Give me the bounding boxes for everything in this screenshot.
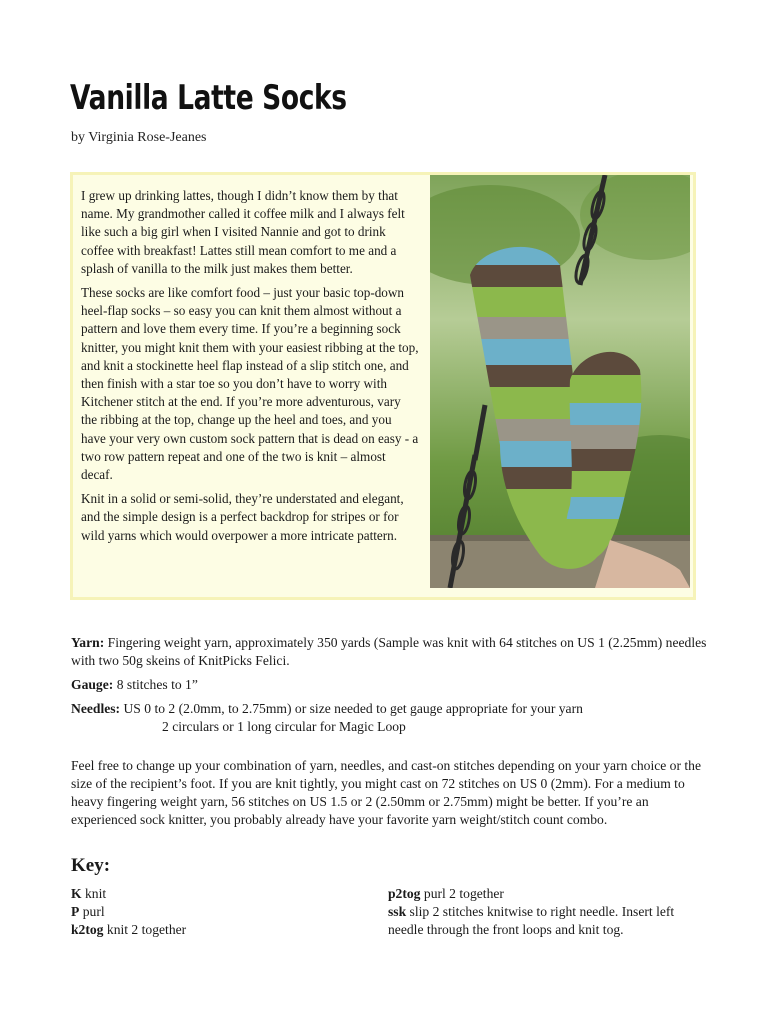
intro-box — [70, 172, 696, 600]
gauge-text: 8 stitches to 1” — [116, 677, 198, 692]
page-title: Vanilla Latte Socks — [70, 78, 347, 118]
key-abbr: k2tog — [71, 922, 104, 937]
needles-spec — [71, 700, 711, 736]
yarn-spec — [71, 634, 711, 670]
specs — [71, 634, 711, 742]
key-desc: slip 2 stitches knitwise to right needle. Insert left needle through the front loops and knit tog. — [388, 904, 675, 937]
key-column-right — [388, 885, 708, 939]
adjustment-note: Feel free to change up your combination of yarn, needles, and cast-on stitches depending on your yarn choice or the size of the recipient’s foot. If you are knit tightly, you might cast on 72 stitches on US 0 (2mm). For a medium to heavy fingering weight yarn, 56 stitches on US 1.5 or 2 (2.50mm or 2.75mm) might be better. If you’re an experienced sock knitter, you probably already have your favorite yarn weight/stitch count combo. — [71, 758, 702, 827]
key-column-left — [71, 885, 371, 939]
intro-paragraph: I grew up drinking lattes, though I didn’t know them by that name. My grandmother called it coffee milk and I always felt like such a big girl when I visited Nannie and got to drink coffee with breakfast! Lattes still mean comfort to me and a splash of vanilla to the milk just makes them better. — [81, 188, 405, 276]
intro-text — [81, 187, 419, 551]
needles-line-2: 2 circulars or 1 long circular for Magic Loop — [162, 719, 406, 734]
key-row — [71, 921, 371, 939]
key-desc: purl 2 together — [423, 886, 504, 901]
gauge-spec — [71, 676, 711, 694]
key-desc: knit 2 together — [106, 922, 187, 937]
needles-line-1: US 0 to 2 (2.0mm, to 2.75mm) or size needed to get gauge appropriate for your yarn — [123, 701, 583, 716]
key-abbr: P — [71, 904, 80, 919]
sock-photo — [430, 175, 690, 588]
yarn-label: Yarn: — [71, 635, 105, 650]
needles-label: Needles: — [71, 701, 121, 716]
key-row — [388, 885, 708, 903]
intro-paragraph: These socks are like comfort food – just your basic top-down heel-flap socks – so easy you can knit them almost without a pattern and love them every time. If you’re a beginning sock knitter, you might knit them with your easiest ribbing at the top, and knit a stockinette heel flap instead of a slip stitch one, and then finish with a star toe so you don’t have to worry with Kitchener stitch at the end. If you’re more adventurous, vary the ribbing at the top, change up the heel and toes, and you have your very own custom sock pattern that is dead on easy - a two row pattern repeat and one of the two is knit – almost decaf. — [81, 285, 419, 483]
gauge-label: Gauge: — [71, 677, 114, 692]
key-row — [71, 885, 371, 903]
intro-paragraph: Knit in a solid or semi-solid, they’re understated and elegant, and the simple design is a perfect backdrop for stripes or for wild yarns which would overpower a more intricate pattern. — [81, 491, 404, 543]
key-desc: knit — [84, 886, 107, 901]
key-row — [71, 903, 371, 921]
key-abbr: ssk — [388, 904, 407, 919]
key-heading: Key: — [71, 855, 111, 876]
yarn-text: Fingering weight yarn, approximately 350 yards (Sample was knit with 64 stitches on US 1 (2.25mm) needles with two 50g skeins of KnitPicks Felici. — [71, 635, 707, 668]
key-abbr: K — [71, 886, 82, 901]
key-desc: purl — [82, 904, 105, 919]
byline: by Virginia Rose-Jeanes — [71, 130, 207, 145]
key-abbr: p2tog — [388, 886, 421, 901]
key-row — [388, 903, 708, 939]
